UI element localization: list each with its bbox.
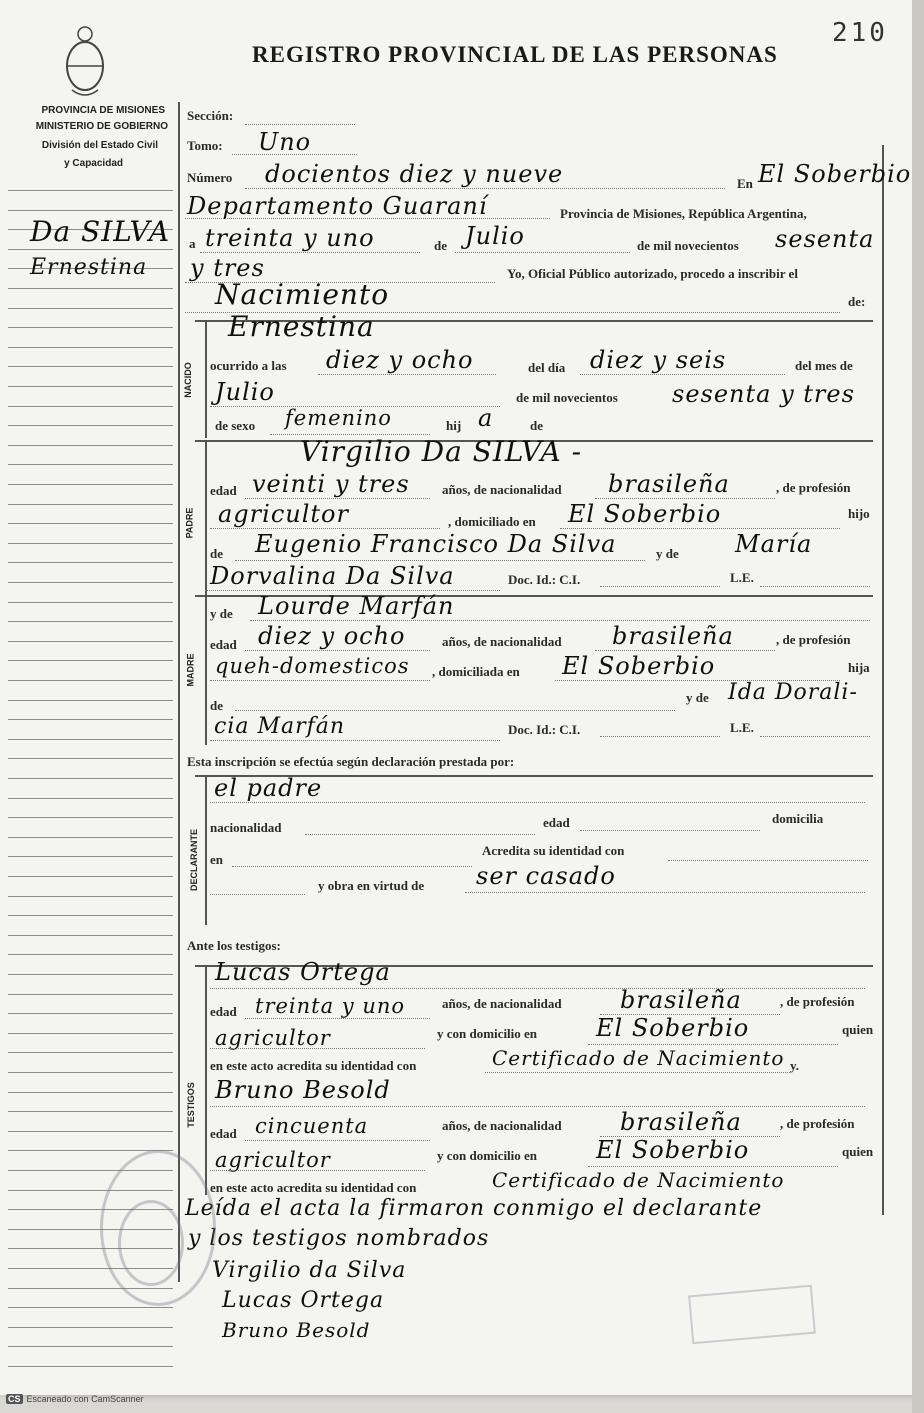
fill-line: [245, 498, 430, 499]
label-padre-y-de: y de: [656, 546, 679, 561]
label-decl-edad: edad: [543, 815, 570, 830]
label-padre-dom: , domiciliado en: [448, 514, 536, 529]
fill-line: [305, 834, 535, 835]
margin-rule: [8, 582, 173, 583]
scanner-footer: CS Escaneado con CamScanner: [8, 1394, 144, 1404]
value-hora: diez y ocho: [326, 346, 474, 374]
label-provincia: Provincia de Misiones, República Argentina,: [560, 206, 807, 221]
margin-rule: [8, 1111, 173, 1112]
value-madre-nombre: Lourde Marfán: [258, 592, 455, 620]
section-bar-padre: [205, 440, 207, 595]
fill-line: [210, 740, 500, 741]
margin-rule: [8, 700, 173, 701]
label-padre-prof: , de profesión: [776, 480, 851, 495]
label-madre-dom: , domiciliada en: [432, 664, 520, 679]
label-decl-en: en: [210, 852, 223, 867]
margin-rule: [8, 484, 173, 485]
label-padre-anos: años, de nacionalidad: [442, 482, 562, 497]
label-padre-edad: edad: [210, 483, 237, 498]
margin-rule: [8, 641, 173, 642]
label-hij: hij: [446, 418, 462, 433]
fill-line: [210, 1048, 425, 1049]
label-ante-testigos: Ante los testigos:: [187, 938, 281, 953]
margin-rule: [8, 680, 173, 681]
margin-rule: [8, 504, 173, 505]
value-padre-nombre: Virgilio Da SILVA -: [300, 435, 583, 468]
value-madre-nac: brasileña: [612, 622, 734, 650]
fill-line: [668, 860, 868, 861]
signature-virgilio: Virgilio da Silva: [212, 1258, 407, 1283]
label-madre-y-de: y de: [210, 606, 233, 621]
fill-line: [235, 560, 645, 561]
margin-rule: [8, 896, 173, 897]
value-hij-suffix: a: [478, 404, 494, 432]
margin-rule: [8, 994, 173, 995]
value-padre-madre2: Dorvalina Da Silva: [210, 562, 455, 590]
fill-line: [235, 710, 675, 711]
margin-rule: [8, 366, 173, 367]
fill-line: [600, 586, 720, 587]
fill-line: [210, 1170, 425, 1171]
value-padre-dom: El Soberbio: [568, 500, 722, 528]
value-madre-dom: El Soberbio: [562, 652, 716, 680]
margin-rule: [8, 621, 173, 622]
label-ocurrido: ocurrido a las: [210, 358, 287, 373]
label-t2-prof: , de profesión: [780, 1116, 855, 1131]
coat-of-arms-icon: [60, 20, 110, 100]
frame-right: [882, 145, 884, 1215]
label-de-mil-2: de mil novecientos: [516, 390, 618, 405]
label-decl-domicilia: domicilia: [772, 811, 824, 826]
value-padre-nac: brasileña: [608, 470, 730, 498]
value-cierre2: y los testigos nombrados: [188, 1226, 490, 1251]
value-en: El Soberbio: [758, 160, 912, 188]
label-t1-y: y.: [790, 1058, 800, 1073]
margin-rule: [8, 739, 173, 740]
label-t1-quien: quien: [842, 1022, 874, 1037]
label-madre-y-de-2: y de: [686, 690, 709, 705]
label-padre-de: de: [210, 546, 223, 561]
value-mes-nac: Julio: [215, 378, 275, 406]
value-madre-edad: diez y ocho: [258, 622, 406, 650]
value-anio-nac: sesenta y tres: [672, 380, 855, 408]
margin-rule: [8, 719, 173, 720]
value-dia: diez y seis: [590, 346, 727, 374]
value-madre-madre2: cia Marfán: [214, 714, 346, 739]
fill-line: [465, 892, 865, 893]
value-departamento: Departamento Guaraní: [187, 192, 488, 220]
side-label-declarante: DECLARANTE: [189, 829, 199, 891]
value-acto: Nacimiento: [215, 278, 390, 311]
label-yo: Yo, Oficial Público autorizado, procedo a inscribir el: [507, 266, 798, 281]
margin-rule: [8, 915, 173, 916]
section-bar-madre: [205, 595, 207, 745]
label-numero: Número: [187, 170, 233, 185]
fill-line: [588, 1166, 838, 1167]
margin-rule: [8, 974, 173, 975]
fill-line: [205, 590, 500, 591]
value-padre-prof: agricultor: [218, 500, 349, 528]
label-padre-doc: Doc. Id.: C.I.: [508, 572, 581, 587]
value-t1-nac: brasileña: [620, 986, 742, 1014]
margin-rule: [8, 798, 173, 799]
side-label-testigos: TESTIGOS: [185, 1082, 196, 1128]
section-bar-declarante: [205, 775, 207, 925]
frame-left: [178, 102, 180, 1282]
margin-rule: [8, 954, 173, 955]
label-t2-edad: edad: [210, 1126, 237, 1141]
value-t2-dom: El Soberbio: [596, 1136, 750, 1164]
label-t2-en-este-acto: en este acto acredita su identidad con: [210, 1180, 417, 1195]
margin-rule: [8, 817, 173, 818]
label-esta-inscripcion: Esta inscripción se efectúa según declaración prestada por:: [187, 754, 515, 769]
fill-line: [580, 830, 760, 831]
margin-rule: [8, 876, 173, 877]
fill-line: [485, 1072, 790, 1073]
margin-rule: [8, 190, 173, 191]
label-del-mes: del mes de: [795, 358, 853, 373]
fill-line: [250, 620, 870, 621]
fill-line: [760, 736, 870, 737]
value-mes: Julio: [465, 222, 525, 250]
fill-line: [210, 680, 430, 681]
fill-line: [210, 988, 865, 989]
label-tomo: Tomo:: [187, 138, 223, 153]
page-title: REGISTRO PROVINCIAL DE LAS PERSONAS: [252, 42, 778, 67]
fill-line: [595, 650, 775, 651]
value-madre-prof: queh-domesticos: [215, 654, 410, 678]
value-sexo: femenino: [285, 406, 392, 430]
margin-rule: [8, 1092, 173, 1093]
section-bar-testigos: [205, 965, 207, 1195]
fill-line: [600, 736, 720, 737]
seal-stamp-inner: [118, 1200, 184, 1286]
fill-line: [232, 866, 472, 867]
fill-line: [210, 528, 440, 529]
label-en: En: [737, 176, 753, 191]
section-bar-nacido: [205, 320, 207, 438]
margin-note-surname: Da SILVA: [30, 215, 171, 248]
value-t1-edad: treinta y uno: [255, 994, 406, 1018]
label-madre-le: L.E.: [730, 720, 754, 735]
label-de-mes: de: [434, 238, 447, 253]
margin-rule: [8, 758, 173, 759]
margin-rule: [8, 1072, 173, 1073]
margin-rule: [8, 406, 173, 407]
value-t2-nac: brasileña: [620, 1108, 742, 1136]
label-t2-anos: años, de nacionalidad: [442, 1118, 562, 1133]
fill-line: [588, 1044, 838, 1045]
label-decl-nacionalidad: nacionalidad: [210, 820, 282, 835]
margin-rule: [8, 1366, 173, 1367]
margin-rule: [8, 249, 173, 250]
label-de-sexo: de sexo: [215, 418, 256, 433]
side-label-padre: PADRE: [184, 507, 195, 539]
value-padre-y-de: María: [735, 530, 813, 558]
page-number: 210: [832, 18, 888, 48]
label-seccion: Sección:: [187, 108, 234, 123]
value-declarante: el padre: [214, 774, 323, 802]
fill-line: [210, 894, 305, 895]
label-t2-quien: quien: [842, 1144, 874, 1159]
fill-line: [200, 252, 420, 253]
margin-rule: [8, 660, 173, 661]
value-t1-dom: El Soberbio: [596, 1014, 750, 1042]
label-madre-doc: Doc. Id.: C.I.: [508, 722, 581, 737]
fill-line: [245, 1018, 430, 1019]
header-province: PROVINCIA DE MISIONES: [41, 105, 165, 116]
fill-line: [455, 252, 630, 253]
label-t1-anos: años, de nacionalidad: [442, 996, 562, 1011]
margin-rule: [8, 386, 173, 387]
label-de-padre: de: [530, 418, 543, 433]
header-ministry: MINISTERIO DE GOBIERNO: [35, 121, 168, 132]
camscanner-icon: CS: [8, 1394, 21, 1404]
value-padre-edad: veinti y tres: [252, 470, 410, 498]
value-numero: docientos diez y nueve: [265, 160, 564, 188]
value-a-dia: treinta y uno: [205, 224, 375, 252]
margin-rule: [8, 935, 173, 936]
margin-rule: [8, 778, 173, 779]
label-a: a: [189, 236, 196, 251]
label-t1-domicilio: y con domicilio en: [437, 1026, 538, 1041]
fill-line: [595, 498, 775, 499]
margin-rule: [8, 445, 173, 446]
value-padre-hijo-de: Eugenio Francisco Da Silva: [255, 530, 617, 558]
label-decl-acredita: Acredita su identidad con: [482, 843, 625, 858]
margin-rule: [8, 288, 173, 289]
label-madre-edad: edad: [210, 637, 237, 652]
header-capacity: y Capacidad: [64, 158, 123, 169]
page-edge: [912, 0, 924, 1413]
margin-rule: [8, 562, 173, 563]
header-division: División del Estado Civil: [41, 140, 158, 151]
value-t2-doc: Certificado de Nacimiento: [492, 1168, 785, 1192]
margin-rule: [8, 1307, 173, 1308]
margin-rule: [8, 1052, 173, 1053]
value-testigo1: Lucas Ortega: [215, 958, 391, 986]
margin-rule: [8, 464, 173, 465]
margin-rule: [8, 327, 173, 328]
value-anio2: y tres: [190, 254, 265, 282]
margin-note-given: Ernestina: [30, 255, 148, 280]
margin-rule: [8, 1013, 173, 1014]
fill-line: [185, 218, 550, 219]
label-padre-hijo: hijo: [848, 506, 870, 521]
value-t1-prof: agricultor: [215, 1026, 331, 1050]
margin-rule: [8, 1346, 173, 1347]
value-t2-prof: agricultor: [215, 1148, 331, 1172]
margin-rule: [8, 1131, 173, 1132]
label-madre-hija: hija: [848, 660, 870, 675]
margin-rule: [8, 347, 173, 348]
value-cierre1: Leída el acta la firmaron conmigo el declarante: [185, 1196, 763, 1221]
fill-line: [760, 586, 870, 587]
label-madre-anos: años, de nacionalidad: [442, 634, 562, 649]
margin-rule: [8, 210, 173, 211]
label-padre-le: L.E.: [730, 570, 754, 585]
fill-line: [245, 188, 725, 189]
margin-rule: [8, 523, 173, 524]
margin-rule: [8, 1033, 173, 1034]
label-madre-prof: , de profesión: [776, 632, 851, 647]
fill-line: [210, 1106, 865, 1107]
margin-rule: [8, 308, 173, 309]
margin-rule: [8, 837, 173, 838]
fill-line: [245, 1140, 430, 1141]
value-madre-y-de: Ida Dorali-: [728, 680, 858, 705]
signature-bruno: Bruno Besold: [222, 1318, 371, 1342]
label-t1-prof: , de profesión: [780, 994, 855, 1009]
label-de-colon: de:: [848, 294, 866, 309]
margin-rule: [8, 425, 173, 426]
fill-line: [318, 374, 496, 375]
margin-rule: [8, 856, 173, 857]
fill-line: [580, 374, 785, 375]
label-de-mil: de mil novecientos: [637, 238, 739, 253]
side-label-madre: MADRE: [185, 653, 196, 687]
value-anio1: sesenta: [775, 225, 875, 253]
value-tomo: Uno: [258, 128, 312, 156]
signature-lucas: Lucas Ortega: [222, 1288, 385, 1313]
value-nombre: Ernestina: [228, 310, 375, 343]
value-obra: ser casado: [476, 862, 616, 890]
label-t1-edad: edad: [210, 1004, 237, 1019]
label-t2-domicilio: y con domicilio en: [437, 1148, 538, 1163]
value-t2-edad: cincuenta: [255, 1114, 369, 1138]
label-del-dia: del día: [528, 360, 566, 375]
side-label-nacido: NACIDO: [182, 362, 193, 398]
margin-rule: [8, 1327, 173, 1328]
label-madre-de: de: [210, 698, 223, 713]
value-t1-doc: Certificado de Nacimiento: [492, 1046, 785, 1070]
fill-line: [210, 802, 865, 803]
fill-line: [245, 650, 430, 651]
label-t1-en-este-acto: en este acto acredita su identidad con: [210, 1058, 417, 1073]
fill-line: [560, 528, 840, 529]
margin-rule: [8, 543, 173, 544]
value-testigo2: Bruno Besold: [215, 1076, 391, 1104]
label-decl-obra: y obra en virtud de: [318, 878, 425, 893]
fill-line: [245, 124, 355, 125]
margin-rule: [8, 602, 173, 603]
